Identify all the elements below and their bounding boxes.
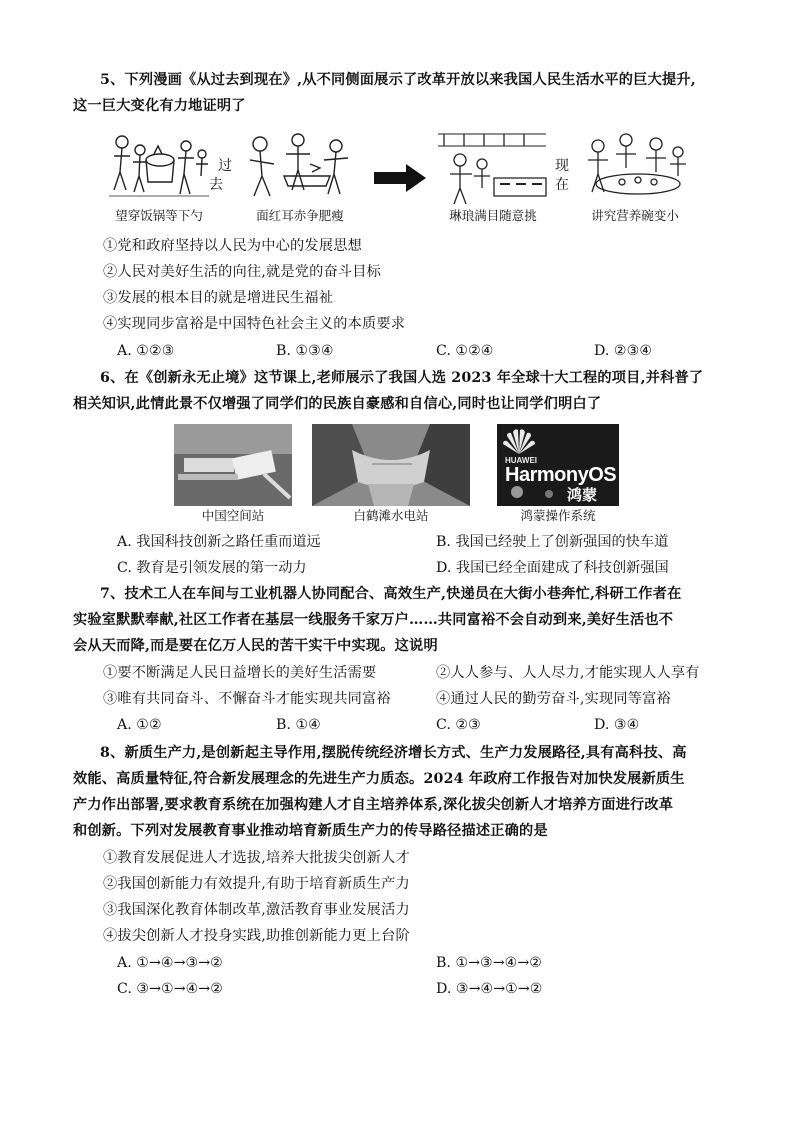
space-station-photo (174, 424, 292, 506)
q7-item-4: ④通过人民的勤劳奋斗,实现同等富裕 (436, 691, 671, 707)
q8-item-2: ②我国创新能力有效提升,有助于培育新质生产力 (103, 876, 410, 892)
cartoon-now-2 (578, 124, 692, 208)
cartoon-past-2-caption: 面红耳赤争肥瘦 (256, 208, 344, 223)
huawei-logo-icon (501, 426, 537, 456)
cartoon-now-2-caption: 讲究营养碗变小 (591, 208, 679, 223)
q7-option-a: A. ①② (117, 717, 162, 733)
hongmeng-text: 鸿蒙 (567, 486, 598, 504)
q8-option-c: C. ③→①→④→② (117, 981, 223, 997)
label-now-2: 在 (555, 177, 569, 193)
q6-option-c: C. 教育是引领发展的第一动力 (117, 560, 307, 576)
q5-option-a: A. ①②③ (117, 343, 175, 359)
q5-stem-line2: 这一巨大变化有力地证明了 (73, 98, 246, 114)
q7-item-3: ③唯有共同奋斗、不懈奋斗才能实现共同富裕 (103, 691, 391, 707)
space-station-caption: 中国空间站 (201, 508, 265, 523)
cartoon-past-1-caption: 望穿饭锅等下勺 (115, 208, 203, 223)
harmonyos-caption: 鸿蒙操作系统 (520, 508, 596, 523)
q7-stem-line1: 7、技术工人在车间与工业机器人协同配合、高效生产,快递员在大街小巷奔忙,科研工作者在 (100, 586, 682, 602)
q7-option-d: D. ③④ (594, 717, 640, 733)
q7-item-1: ①要不断满足人民日益增长的美好生活需要 (103, 665, 377, 681)
q7-option-c: C. ②③ (436, 717, 481, 733)
q8-item-1: ①教育发展促进人才选拔,培养大批拔尖创新人才 (103, 850, 410, 866)
cartoon-past-1 (104, 124, 214, 208)
q8-stem-line3: 产力作出部署,要求教育系统在加强构建人才自主培养体系,深化拔尖创新人才培养方面进行改革 (73, 797, 674, 813)
arrow-right-icon (374, 164, 426, 192)
q8-option-d: D. ③→④→①→② (436, 981, 543, 997)
hydropower-station-photo (312, 424, 470, 506)
q8-stem-line2: 效能、高质量特征,符合新发展理念的先进生产力质态。2024 年政府工作报告对加快发展新质生 (73, 771, 685, 787)
q5-item-4: ④实现同步富裕是中国特色社会主义的本质要求 (103, 316, 406, 332)
q5-stem-line1: 5、下列漫画《从过去到现在》,从不同侧面展示了改革开放以来我国人民生活水平的巨大提升, (100, 72, 696, 88)
q7-item-2: ②人人参与、人人尽力,才能实现人人享有 (436, 665, 700, 681)
q8-stem-line4: 和创新。下列对发展教育事业推动培育新质生产力的传导路径描述正确的是 (73, 823, 548, 839)
q7-stem-line3: 会从天而降,而是要在亿万人民的苦干实干中实现。这说明 (73, 638, 438, 654)
q7-stem-line2: 实验室默默奉献,社区工作者在基层一线服务千家万户……共同富裕不会自动到来,美好生活也不 (73, 612, 674, 628)
q8-stem-line1: 8、新质生产力,是创新起主导作用,摆脱传统经济增长方式、生产力发展路径,具有高科技、高 (100, 745, 687, 761)
cartoon-past-2 (240, 124, 360, 208)
cartoon-now-1-caption: 琳琅满目随意挑 (449, 208, 537, 223)
q5-option-b: B. ①③④ (276, 343, 334, 359)
label-past-2: 去 (209, 177, 223, 193)
q5-item-1: ①党和政府坚持以人民为中心的发展思想 (103, 238, 362, 254)
label-now-1: 现 (555, 158, 569, 174)
q6-option-a: A. 我国科技创新之路任重而道远 (117, 534, 321, 550)
q6-stem-line1: 6、在《创新永无止境》这节课上,老师展示了我国人选 2023 年全球十大工程的项目,并科普了 (100, 370, 704, 386)
hydropower-station-caption: 白鹤滩水电站 (353, 508, 429, 523)
q6-option-b: B. 我国已经驶上了创新强国的快车道 (436, 534, 669, 550)
q6-option-d: D. 我国已经全面建成了科技创新强国 (436, 560, 669, 576)
q5-option-d: D. ②③④ (594, 343, 653, 359)
harmonyos-text: HarmonyOS (505, 464, 617, 486)
q5-item-3: ③发展的根本目的就是增进民生福祉 (103, 290, 334, 306)
cartoon-now-1 (434, 124, 552, 208)
q8-item-3: ③我国深化教育体制改革,激活教育事业发展活力 (103, 902, 410, 918)
harmonyos-photo (497, 424, 619, 506)
huawei-text: HUAWEI (505, 456, 537, 465)
q8-item-4: ④拔尖创新人才投身实践,助推创新能力更上台阶 (103, 928, 410, 944)
q8-option-a: A. ①→④→③→② (117, 955, 223, 971)
q5-item-2: ②人民对美好生活的向往,就是党的奋斗目标 (103, 264, 382, 280)
q7-option-b: B. ①④ (276, 717, 321, 733)
q5-option-c: C. ①②④ (436, 343, 494, 359)
q8-option-b: B. ①→③→④→② (436, 955, 542, 971)
q6-stem-line2: 相关知识,此情此景不仅增强了同学们的民族自豪感和自信心,同时也让同学们明白了 (73, 396, 602, 412)
label-past-1: 过 (218, 158, 232, 174)
